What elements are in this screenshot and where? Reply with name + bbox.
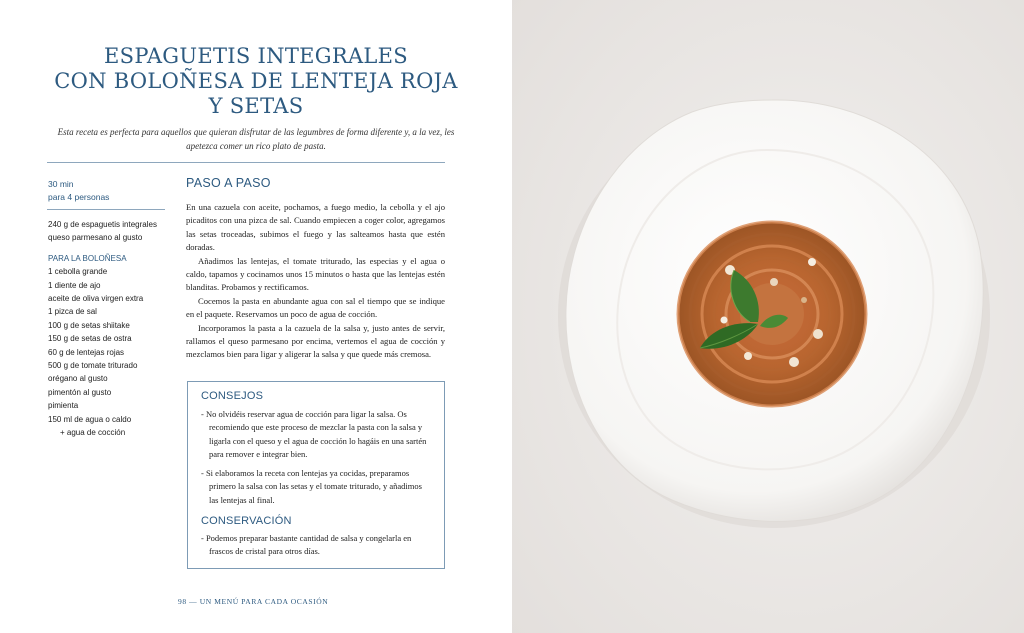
page-footer: 98 — UN MENÚ PARA CADA OCASIÓN	[178, 597, 329, 606]
ingredient-item: pimienta	[48, 401, 79, 411]
title-line-3: Y SETAS	[208, 94, 304, 118]
title-line-1: ESPAGUETIS INTEGRALES	[104, 44, 408, 68]
header-divider	[47, 162, 445, 163]
tips-heading: CONSEJOS	[201, 390, 264, 402]
storage-item: - Podemos preparar bastante cantidad de salsa y congelarla en frascos de cristal para otros días.	[201, 533, 412, 557]
recipe-intro: Esta receta es perfecta para aquellos que quieran disfrutar de las legumbres de forma diferente y, a la vez, les apetezca comer un rico plato de pasta.	[57, 127, 455, 151]
step-paragraph: Incorporamos la pasta a la cazuela de la salsa y, justo antes de servir, rallamos el queso parmesano por encima, vertemos el agua de cocción y mezclamos bien para ligar y aligerar la salsa y que quede más cremosa.	[186, 322, 445, 360]
ingredient-item: orégano al gusto	[48, 374, 108, 384]
step-paragraph: Cocemos la pasta en abundante agua con sal el tiempo que se indique en el paquete. Reservamos un poco de agua de cocción.	[186, 295, 445, 320]
title-line-2: CON BOLOÑESA DE LENTEJA ROJA	[54, 69, 458, 93]
steps-heading: PASO A PASO	[186, 176, 271, 190]
ingredient-item: 150 g de setas de ostra	[48, 334, 132, 344]
sauce-heading: PARA LA BOLOÑESA	[48, 253, 127, 263]
ingredient-item: 150 ml de agua o caldo	[48, 414, 132, 424]
storage-list	[201, 532, 433, 565]
step-paragraph: Añadimos las lentejas, el tomate triturado, las especias y el agua o caldo, tapamos y cocinamos unos 15 minutos o hasta que las lentejas estén blanditas. Probamos y rectificamos.	[186, 255, 445, 293]
ingredient-item: 60 g de lentejas rojas	[48, 347, 125, 357]
ingredient-item: + agua de cocción	[60, 428, 126, 438]
spaghetti-icon	[678, 222, 866, 406]
tips-box	[187, 381, 445, 569]
recipe-title	[30, 44, 482, 119]
step-paragraph: En una cazuela con aceite, pochamos, a fuego medio, la cebolla y el ajo picaditos con una pizca de sal. Cuando empiecen a coger color, agregamos las setas troceadas, subimos el fuego y las salteamos hasta que estén doradas.	[186, 202, 445, 253]
ingredient-item: 1 cebolla grande	[48, 267, 108, 277]
meta-divider	[47, 209, 165, 210]
ingredients-list	[48, 218, 178, 440]
ingredient-item: 240 g de espaguetis integrales	[48, 220, 157, 229]
ingredient-item: 1 diente de ajo	[48, 280, 101, 290]
ingredient-item: aceite de oliva virgen extra	[48, 294, 144, 304]
prep-time: 30 min	[48, 179, 74, 189]
ingredient-item: pimentón al gusto	[48, 387, 112, 397]
photo-page	[512, 0, 1024, 633]
recipe-meta	[48, 178, 109, 204]
ingredient-item: 100 g de setas shiitake	[48, 320, 130, 330]
dish-photo	[512, 0, 1024, 633]
steps-text	[186, 201, 445, 362]
storage-heading: CONSERVACIÓN	[201, 515, 292, 527]
tip-item: - Si elaboramos la receta con lentejas ya cocidas, preparamos primero la salsa con las setas y el tomate triturado, y añadimos las lentejas al final.	[201, 468, 422, 505]
ingredient-item: queso parmesano al gusto	[48, 233, 143, 243]
ingredient-item: 1 pizca de sal	[48, 307, 97, 317]
ingredient-item: 500 g de tomate triturado	[48, 361, 138, 371]
servings: para 4 personas	[48, 192, 110, 202]
tip-item: - No olvidéis reservar agua de cocción para ligar la salsa. Os recomiendo que este proceso de mezclar la pasta con la salsa y ligarla con el queso y el agua de cocción lo hagáis en una sartén para remover e integrar bien.	[201, 409, 427, 459]
tips-list	[201, 408, 433, 513]
